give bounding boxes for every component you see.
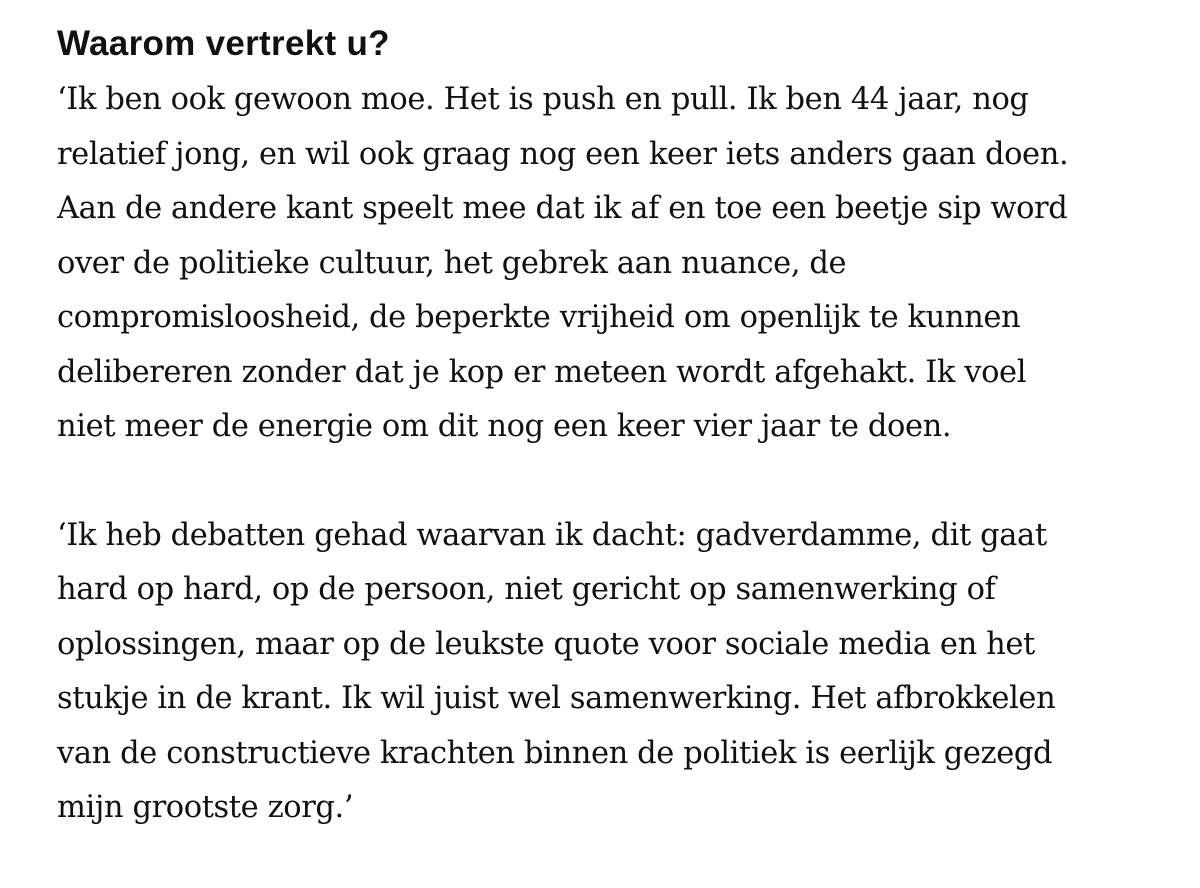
paragraph-line: over de politieke cultuur, het gebrek aan nuance, de: [57, 245, 847, 281]
paragraph-line: van de constructieve krachten binnen de politiek is eerlijk gezegd: [57, 735, 1053, 771]
paragraph-line: hard op hard, op de persoon, niet gericht op samenwerking of: [57, 572, 996, 607]
paragraph-line: stukje in de krant. Ik wil juist wel samenwerking. Het afbrokkelen: [57, 681, 1056, 716]
article-paragraph-2: [57, 509, 1177, 836]
paragraph-spacer: [57, 455, 1177, 509]
paragraph-line: Aan de andere kant speelt mee dat ik af en toe een beetje sip word: [57, 191, 1068, 226]
article-paragraph-1: [57, 73, 1177, 455]
paragraph-line: oplossingen, maar op de leukste quote voor sociale media en het: [57, 626, 1035, 662]
article-heading: Waarom vertrekt u?: [57, 24, 390, 63]
article: [57, 18, 1177, 836]
paragraph-line: ‘Ik ben ook gewoon moe. Het is push en pull. Ik ben 44 jaar, nog: [57, 82, 1029, 117]
paragraph-line: niet meer de energie om dit nog een keer vier jaar te doen.: [57, 409, 952, 444]
paragraph-line: compromisloosheid, de beperkte vrijheid om openlijk te kunnen: [57, 300, 1021, 335]
paragraph-line: mijn grootste zorg.’: [57, 790, 354, 825]
paragraph-line: delibereren zonder dat je kop er meteen wordt afgehakt. Ik voel: [57, 354, 1027, 390]
paragraph-line: ‘Ik heb debatten gehad waarvan ik dacht: gadverdamme, dit gaat: [57, 517, 1047, 553]
paragraph-line: relatief jong, en wil ook graag nog een keer iets anders gaan doen.: [57, 136, 1069, 172]
